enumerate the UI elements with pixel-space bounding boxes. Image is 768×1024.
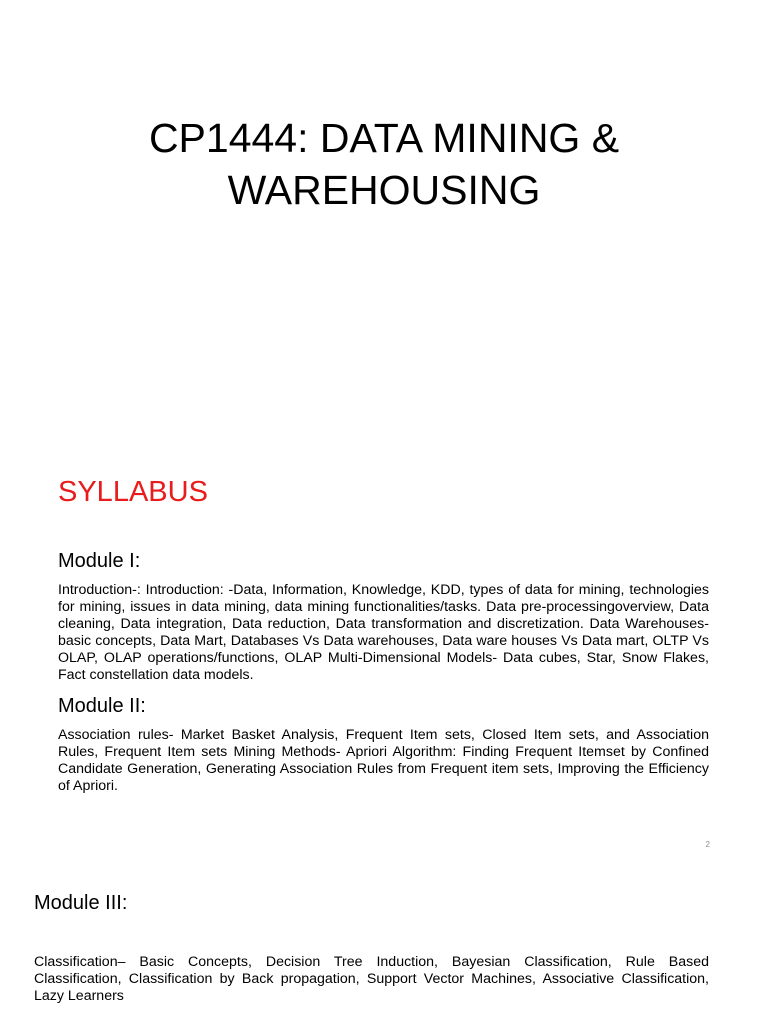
course-title xyxy=(0,112,768,216)
module-2-description: Association rules- Market Basket Analysis, Frequent Item sets, Closed Item sets, and Association Rules, Frequent Item sets Mining Methods- Apriori Algorithm: Finding Frequent Itemset by Confined Candidate Generation, Generating Association Rules from Frequent item sets, Improving the Efficiency of Apriori. xyxy=(58,727,709,795)
module-1-description: Introduction-: Introduction: -Data, Information, Knowledge, KDD, types of data for mining, technologies for mining, issues in data mining, data mining functionalities/tasks. Data pre-processingoverview, Data cleaning, Data integration, Data reduction, Data transformation and discretization. Data Warehouses-basic concepts, Data Mart, Databases Vs Data warehouses, Data ware houses Vs Data mart, OLTP Vs OLAP, OLAP operations/functions, OLAP Multi-Dimensional Models- Data cubes, Star, Snow Flakes, Fact constellation data models. xyxy=(58,582,709,684)
slide-page-number: 2 xyxy=(705,840,710,849)
syllabus-heading: SYLLABUS xyxy=(58,476,208,508)
course-title-line-1: CP1444: DATA MINING & xyxy=(148,115,620,161)
course-title-line-2: WAREHOUSING xyxy=(227,167,541,213)
module-3-description: Classification– Basic Concepts, Decision Tree Induction, Bayesian Classification, Rule Based Classification, Classification by Back propagation, Support Vector Machines, Associative Classification, Lazy Learners xyxy=(34,954,709,1005)
module-3-slide xyxy=(0,860,768,1024)
module-1-heading: Module I: xyxy=(58,550,141,572)
module-2-heading: Module II: xyxy=(58,695,146,717)
title-slide xyxy=(0,0,768,440)
syllabus-slide xyxy=(0,440,768,860)
module-3-heading: Module III: xyxy=(34,892,128,914)
